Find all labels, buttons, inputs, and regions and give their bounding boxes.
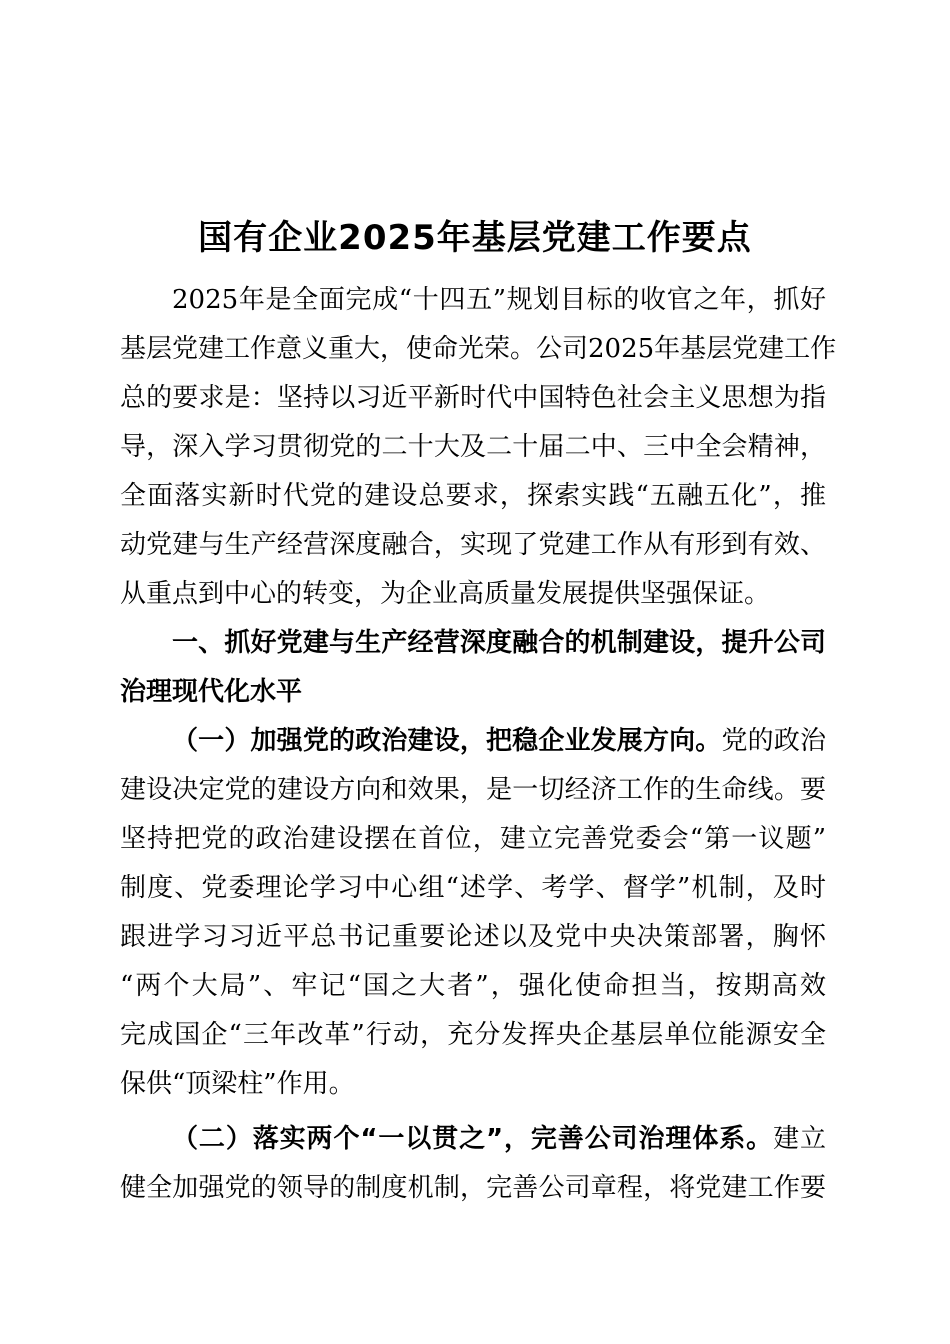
document-body — [120, 276, 837, 1213]
intro-line: 全面落实新时代党的建设总要求，探索实践“五融五化”，推 — [120, 481, 826, 511]
intro-line: 2025年是全面完成“十四五”规划目标的收官之年，抓好 — [172, 285, 826, 315]
item1-line: 建设决定党的建设方向和效果，是一切经济工作的生命线。要 — [120, 775, 826, 805]
item1-line: “两个大局”、牢记“国之大者”，强化使命担当，按期高效 — [120, 971, 826, 1001]
item1-line: 跟进学习习近平总书记重要论述以及党中央决策部署，胸怀 — [120, 922, 826, 952]
item2-lead: （二）落实两个“一以贯之”，完善公司治理体系。 — [172, 1124, 774, 1154]
item1-first-line — [120, 717, 826, 766]
intro-line: 从重点到中心的转变，为企业高质量发展提供坚强保证。 — [120, 579, 771, 609]
item2-first-line — [120, 1115, 826, 1164]
intro-line: 导，深入学习贯彻党的二十大及二十届二中、三中全会精神， — [120, 432, 826, 462]
item1-line: 制度、党委理论学习中心组“述学、考学、督学”机制，及时 — [120, 873, 826, 903]
section-heading-line: 治理现代化水平 — [120, 677, 303, 707]
item1-line: 保供“顶梁柱”作用。 — [120, 1069, 355, 1099]
item1-first-rest: 党的政治 — [721, 726, 826, 756]
item1-line: 坚持把党的政治建设摆在首位，建立完善党委会“第一议题” — [120, 824, 826, 854]
item1-line: 完成国企“三年改革”行动，充分发挥央企基层单位能源安全 — [120, 1020, 826, 1050]
section-heading-line: 一、抓好党建与生产经营深度融合的机制建设，提升公司 — [172, 628, 826, 658]
item2-line: 健全加强党的领导的制度机制，完善公司章程，将党建工作要 — [120, 1173, 826, 1203]
item1-lead: （一）加强党的政治建设，把稳企业发展方向。 — [172, 726, 722, 756]
intro-line: 动党建与生产经营深度融合，实现了党建工作从有形到有效、 — [120, 530, 826, 560]
item2-first-rest: 建立 — [773, 1124, 826, 1154]
intro-line: 基层党建工作意义重大，使命光荣。公司2025年基层党建工作 — [120, 334, 837, 364]
intro-line: 总的要求是：坚持以习近平新时代中国特色社会主义思想为指 — [120, 383, 826, 413]
document-title: 国有企业2025年基层党建工作要点 — [198, 218, 752, 258]
